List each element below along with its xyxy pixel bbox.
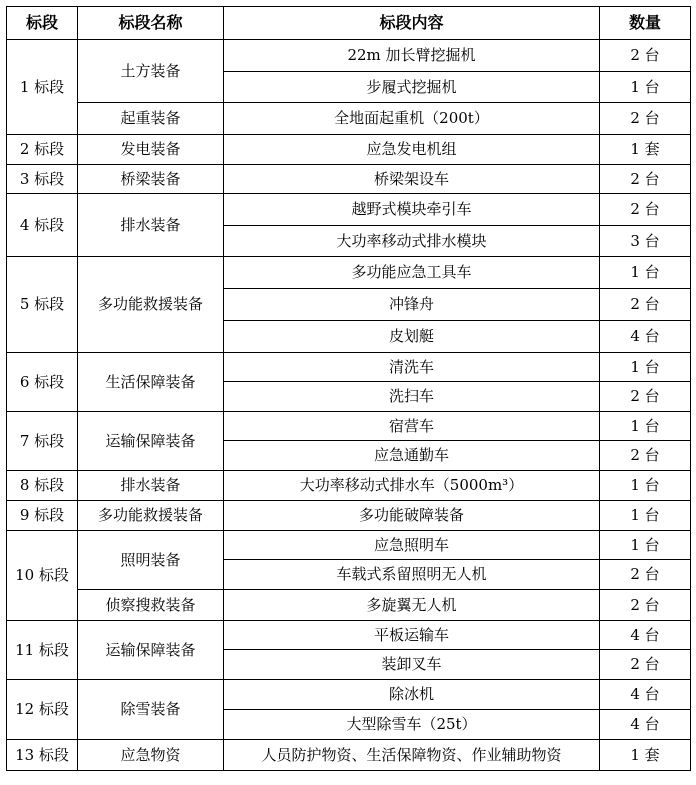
item-cell: 应急发电机组 <box>224 135 600 165</box>
item-cell: 多旋翼无人机 <box>224 590 600 621</box>
quantity-cell: 2 台 <box>600 560 691 590</box>
item-cell: 步履式挖掘机 <box>224 72 600 103</box>
item-cell: 皮划艇 <box>224 321 600 353</box>
section-name-cell: 照明装备 <box>78 531 224 590</box>
item-cell: 应急照明车 <box>224 531 600 560</box>
quantity-cell: 2 台 <box>600 289 691 321</box>
quantity-cell: 2 台 <box>600 165 691 194</box>
item-cell: 冲锋舟 <box>224 289 600 321</box>
table-row <box>7 412 691 441</box>
section-name-cell: 桥梁装备 <box>78 165 224 194</box>
item-cell: 桥梁架设车 <box>224 165 600 194</box>
section-name-cell: 除雪装备 <box>78 680 224 740</box>
item-cell: 22m 加长臂挖掘机 <box>224 40 600 72</box>
item-cell: 大功率移动式排水车（5000m³） <box>224 471 600 501</box>
section-name-cell: 排水装备 <box>78 194 224 257</box>
quantity-cell: 1 台 <box>600 501 691 531</box>
header-section: 标段 <box>7 7 78 40</box>
table-row <box>7 680 691 710</box>
quantity-cell: 1 台 <box>600 531 691 560</box>
quantity-cell: 2 台 <box>600 382 691 412</box>
section-cell: 9 标段 <box>7 501 78 531</box>
section-name-cell: 起重装备 <box>78 103 224 135</box>
item-cell: 应急通勤车 <box>224 441 600 471</box>
section-name-cell: 土方装备 <box>78 40 224 103</box>
quantity-cell: 1 台 <box>600 353 691 382</box>
table-row <box>7 531 691 560</box>
header-quantity: 数量 <box>600 7 691 40</box>
quantity-cell: 3 台 <box>600 226 691 257</box>
item-cell: 除冰机 <box>224 680 600 710</box>
table-row <box>7 740 691 771</box>
quantity-cell: 2 台 <box>600 441 691 471</box>
item-cell: 清洗车 <box>224 353 600 382</box>
item-cell: 多功能应急工具车 <box>224 257 600 289</box>
table-row <box>7 471 691 501</box>
section-name-cell: 多功能救援装备 <box>78 501 224 531</box>
header-section-name: 标段名称 <box>78 7 224 40</box>
quantity-cell: 4 台 <box>600 321 691 353</box>
section-cell: 6 标段 <box>7 353 78 412</box>
section-name-cell: 排水装备 <box>78 471 224 501</box>
section-cell: 10 标段 <box>7 531 78 621</box>
section-cell: 8 标段 <box>7 471 78 501</box>
section-name-cell: 运输保障装备 <box>78 621 224 680</box>
table-row <box>7 501 691 531</box>
quantity-cell: 1 套 <box>600 740 691 771</box>
quantity-cell: 1 台 <box>600 471 691 501</box>
section-name-cell: 侦察搜救装备 <box>78 590 224 621</box>
quantity-cell: 1 台 <box>600 257 691 289</box>
quantity-cell: 4 台 <box>600 710 691 740</box>
section-cell: 1 标段 <box>7 40 78 135</box>
header-content: 标段内容 <box>224 7 600 40</box>
table-row <box>7 257 691 289</box>
quantity-cell: 1 台 <box>600 412 691 441</box>
table-row <box>7 194 691 226</box>
quantity-cell: 4 台 <box>600 680 691 710</box>
section-name-cell: 运输保障装备 <box>78 412 224 471</box>
equipment-table <box>6 6 691 771</box>
table-row <box>7 165 691 194</box>
section-name-cell: 多功能救援装备 <box>78 257 224 353</box>
quantity-cell: 1 套 <box>600 135 691 165</box>
header-row <box>7 7 691 40</box>
quantity-cell: 2 台 <box>600 650 691 680</box>
item-cell: 洗扫车 <box>224 382 600 412</box>
section-cell: 5 标段 <box>7 257 78 353</box>
section-cell: 11 标段 <box>7 621 78 680</box>
item-cell: 越野式模块牵引车 <box>224 194 600 226</box>
section-cell: 3 标段 <box>7 165 78 194</box>
quantity-cell: 2 台 <box>600 103 691 135</box>
quantity-cell: 1 台 <box>600 72 691 103</box>
item-cell: 多功能破障装备 <box>224 501 600 531</box>
table-row <box>7 40 691 72</box>
section-name-cell: 发电装备 <box>78 135 224 165</box>
quantity-cell: 4 台 <box>600 621 691 650</box>
item-cell: 平板运输车 <box>224 621 600 650</box>
section-cell: 13 标段 <box>7 740 78 771</box>
item-cell: 人员防护物资、生活保障物资、作业辅助物资 <box>224 740 600 771</box>
table-row <box>7 621 691 650</box>
quantity-cell: 2 台 <box>600 194 691 226</box>
item-cell: 装卸叉车 <box>224 650 600 680</box>
item-cell: 大型除雪车（25t） <box>224 710 600 740</box>
item-cell: 大功率移动式排水模块 <box>224 226 600 257</box>
section-cell: 7 标段 <box>7 412 78 471</box>
table-row <box>7 135 691 165</box>
section-cell: 12 标段 <box>7 680 78 740</box>
table-row <box>7 590 691 621</box>
table-row <box>7 103 691 135</box>
item-cell: 车载式系留照明无人机 <box>224 560 600 590</box>
item-cell: 宿营车 <box>224 412 600 441</box>
section-cell: 2 标段 <box>7 135 78 165</box>
section-name-cell: 应急物资 <box>78 740 224 771</box>
quantity-cell: 2 台 <box>600 590 691 621</box>
item-cell: 全地面起重机（200t） <box>224 103 600 135</box>
section-cell: 4 标段 <box>7 194 78 257</box>
section-name-cell: 生活保障装备 <box>78 353 224 412</box>
table-row <box>7 353 691 382</box>
quantity-cell: 2 台 <box>600 40 691 72</box>
